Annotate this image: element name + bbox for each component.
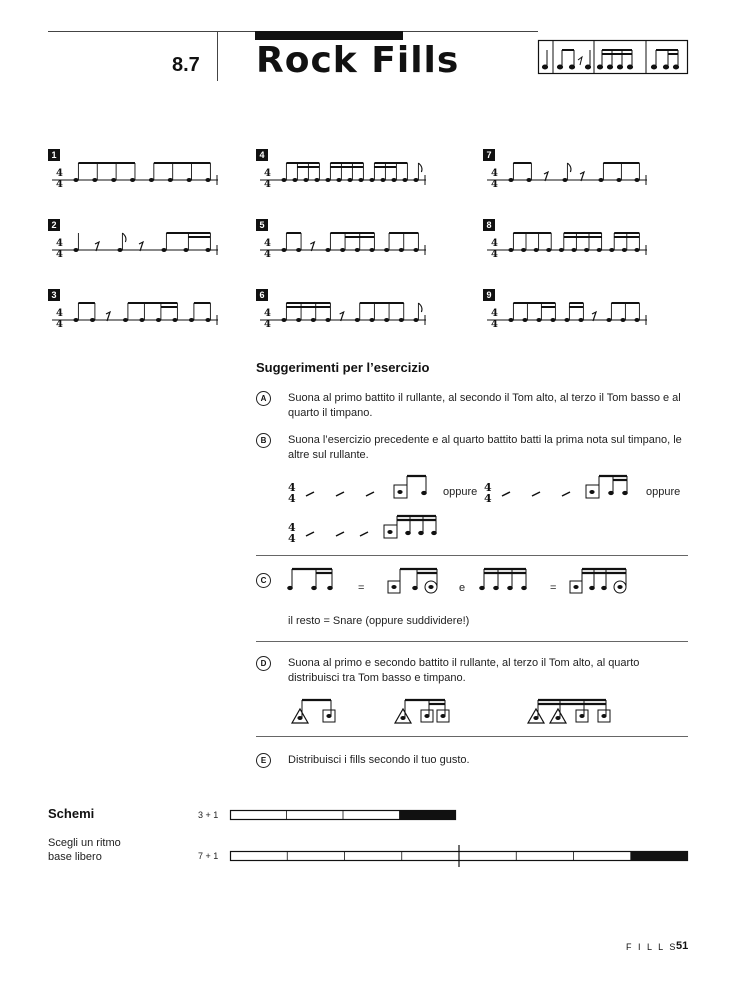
c-and-label: e [459,582,466,594]
exercise-staff-1 [52,160,218,200]
svg-text:4: 4 [491,249,498,260]
suggestion-letter-a: A [256,391,271,406]
svg-text:4: 4 [56,249,63,260]
exercise-badge-6: 6 [256,289,268,301]
svg-text:4: 4 [288,521,296,534]
exercise-badge-5: 5 [256,219,268,231]
schemi-title: Schemi [48,806,95,821]
exercise-badge-8: 8 [483,219,495,231]
suggestion-d-notation-1 [290,694,350,726]
divider-1 [256,555,688,556]
footer-page-number: 51 [676,940,689,952]
svg-text:4: 4 [484,492,492,505]
exercise-badge-9: 9 [483,289,495,301]
suggestion-b-text: Suona l’esercizio precedente e al quarto battito batti la prima nota sul timpano, le altre sul rullante. [288,434,682,461]
exercise-staff-9 [487,300,647,340]
exercise-staff-8 [487,230,647,270]
suggestion-b-notation-3 [286,512,456,548]
exercise-badge-7: 7 [483,149,495,161]
suggestion-letter-e: E [256,753,271,768]
svg-text:4: 4 [491,319,498,330]
suggestion-b-notation-1 [286,472,436,508]
suggestion-d-text: Suona al primo e secondo battito il rullante, al terzo il Tom alto, al quarto distribuisci tra Tom basso e timpano. [288,657,640,684]
svg-text:4: 4 [288,481,296,494]
svg-text:4: 4 [288,492,296,505]
suggestion-e-text: Distribuisci i fills secondo il tuo gusto. [288,754,470,766]
c-equals-1: = [358,582,365,594]
svg-text:4: 4 [264,238,271,249]
suggestion-d-notation-3 [526,694,622,726]
suggestion-c-notation-2 [388,564,448,594]
svg-text:4: 4 [56,308,63,319]
section-number: 8.7 [172,54,200,76]
exercise-badge-4: 4 [256,149,268,161]
svg-text:4: 4 [491,238,498,249]
scheme-bar-2 [230,851,688,871]
exercise-badge-1: 1 [48,149,60,161]
svg-text:4: 4 [491,179,498,190]
exercise-staff-7 [487,160,647,200]
exercise-staff-5 [260,230,426,270]
svg-text:4: 4 [264,249,271,260]
svg-text:4: 4 [491,168,498,179]
scheme-bar-1-label: 3 + 1 [198,810,219,820]
suggestion-b-notation-2 [482,472,642,508]
svg-text:4: 4 [264,308,271,319]
exercise-staff-4 [260,160,426,200]
oppure-label-2: oppure [646,486,681,498]
scheme-bar-1 [230,810,456,830]
svg-text:4: 4 [264,168,271,179]
footer-section-label: F I L L S [626,942,678,952]
c-equals-2: = [550,582,557,594]
suggestion-letter-d: D [256,656,271,671]
page-title: Rock Fills [256,40,460,81]
suggestion-c-notation-3 [478,564,538,594]
scheme-bar-2-label: 7 + 1 [198,851,219,861]
svg-text:4: 4 [264,319,271,330]
suggestion-c-notation-1 [286,564,346,594]
svg-text:4: 4 [484,481,492,494]
schemi-subtitle-line1: Scegli un ritmo [48,837,121,849]
suggestions-title: Suggerimenti per l’esercizio [256,360,430,375]
svg-text:4: 4 [56,168,63,179]
suggestion-c-notation-4 [570,564,634,594]
header-rhythm-icon [538,40,688,74]
c-rest-text: il resto = Snare (oppure suddividere!) [288,615,470,627]
oppure-label-1: oppure [443,486,478,498]
svg-text:4: 4 [56,238,63,249]
suggestion-d-notation-2 [393,694,463,726]
exercise-staff-2 [52,230,218,270]
suggestion-a-text: Suona al primo battito il rullante, al secondo il Tom alto, al terzo il Tom basso e al quarto il timpano. [288,392,681,419]
header-divider [217,31,218,81]
header-dark-bar [255,31,403,40]
svg-text:4: 4 [56,179,63,190]
exercise-staff-3 [52,300,218,340]
svg-text:4: 4 [56,319,63,330]
exercise-staff-6 [260,300,426,340]
suggestion-letter-c: C [256,573,271,588]
exercise-badge-2: 2 [48,219,60,231]
svg-text:4: 4 [288,532,296,545]
divider-3 [256,736,688,737]
schemi-subtitle-line2: base libero [48,851,102,863]
divider-2 [256,641,688,642]
svg-text:4: 4 [264,179,271,190]
suggestion-letter-b: B [256,433,271,448]
exercise-badge-3: 3 [48,289,60,301]
svg-text:4: 4 [491,308,498,319]
